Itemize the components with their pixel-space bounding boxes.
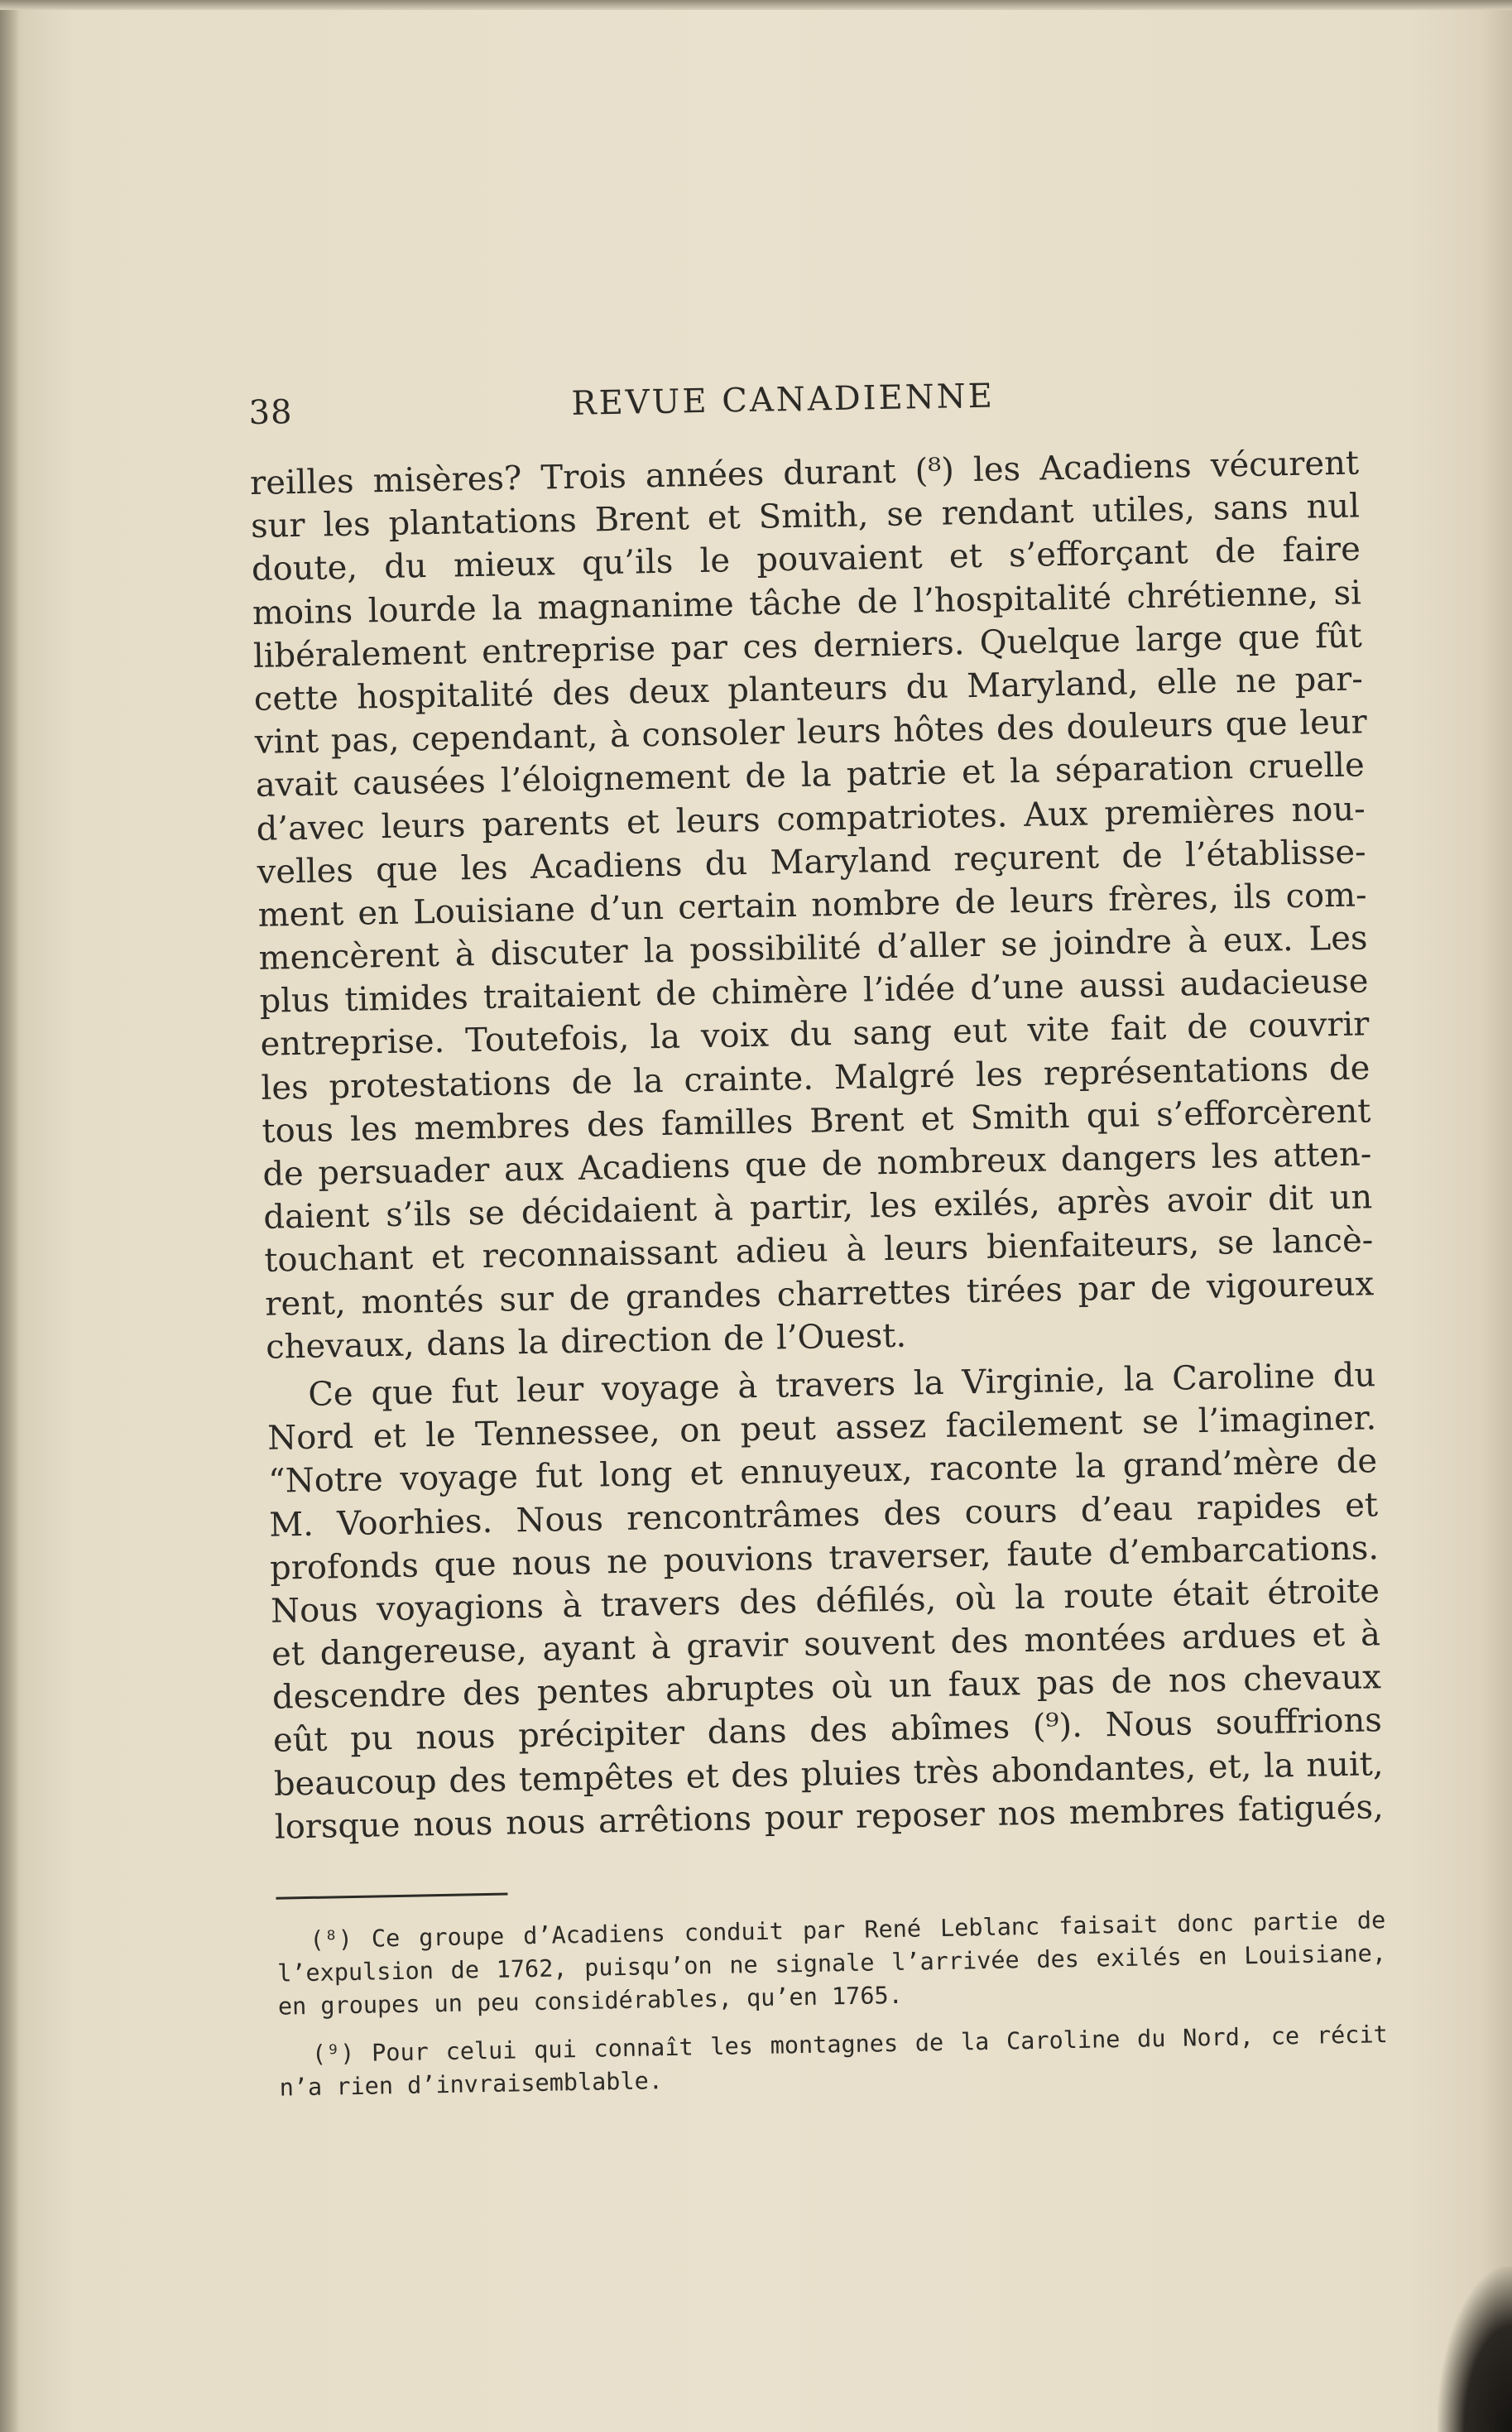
- text-line: descendre des pentes abruptes où un faux pas de nos chevaux: [271, 1658, 1382, 1717]
- text-line: “Notre voyage fut long et ennuyeux, raconte la grand’mère de: [267, 1442, 1378, 1502]
- book-spine-shadow: [0, 0, 18, 2432]
- text-line: reilles misères? Trois années durant (⁸) les Acadiens vécurent: [249, 444, 1360, 502]
- body-text: [250, 441, 1384, 1848]
- text-line: M. Voorhies. Nous rencontrâmes des cours d’eau rapides et: [268, 1485, 1379, 1545]
- text-line: d’avec leurs parents et leurs compatriotes. Aux premières nou-: [256, 789, 1366, 848]
- footnote-8: [276, 1904, 1387, 2024]
- text-line: Nous voyagions à travers des défilés, où la route était étroite: [270, 1572, 1380, 1631]
- footnote-line: n’a rien d’invraisemblable.: [279, 2067, 664, 2102]
- text-line: de persuader aux Acadiens que de nombreux dangers les atten-: [262, 1135, 1372, 1194]
- running-header: [248, 365, 1358, 444]
- text-line: chevaux, dans la direction de l’Ouest.: [265, 1316, 907, 1367]
- footnote-line: (⁸) Ce groupe d’Acadiens conduit par René Leblanc faisait donc partie de: [310, 1906, 1386, 1954]
- page-number: 38: [248, 393, 293, 432]
- footnote-line: (⁹) Pour celui qui connaît les montagnes de la Caroline du Nord, ce récit: [311, 2021, 1389, 2068]
- page-top-edge: [0, 0, 1512, 10]
- text-line: ment en Louisiane d’un certain nombre de leurs frères, ils com-: [257, 876, 1367, 935]
- text-line: moins lourde la magnanime tâche de l’hospitalité chrétienne, si: [252, 573, 1362, 632]
- page-corner-shadow: [1438, 2266, 1512, 2432]
- text-line: beaucoup des tempêtes et des pluies très abondantes, et, la nuit,: [273, 1744, 1384, 1804]
- text-line: doute, du mieux qu’ils le pouvaient et s’efforçant de faire: [251, 530, 1361, 589]
- text-line: libéralement entreprise par ces derniers. Quelque large que fût: [252, 617, 1363, 675]
- text-line: mencèrent à discuter la possibilité d’aller se joindre à eux. Les: [258, 919, 1368, 978]
- text-line: Nord et le Tennessee, on peut assez facilement se l’imaginer.: [266, 1399, 1377, 1458]
- text-line: entreprise. Toutefois, la voix du sang eut vite fait de couvrir: [260, 1005, 1370, 1065]
- text-line: eût pu nous précipiter dans des abîmes (⁹). Nous souffrions: [272, 1701, 1383, 1761]
- text-block: [248, 365, 1389, 2119]
- paragraph-1: [250, 441, 1375, 1368]
- footnote-line: en groupes un peu considérables, qu’en 1765.: [277, 1981, 904, 2021]
- text-line: sur les plantations Brent et Smith, se rendant utiles, sans nul: [250, 487, 1361, 546]
- text-line: velles que les Acadiens du Maryland reçurent de l’établisse-: [257, 833, 1366, 892]
- text-line: avait causées l’éloignement de la patrie et la séparation cruelle: [255, 746, 1366, 805]
- text-line: profonds que nous ne pouvions traverser, faute d’embarcations.: [269, 1528, 1380, 1588]
- text-line: touchant et reconnaissant adieu à leurs bienfaiteurs, se lancè-: [263, 1221, 1374, 1281]
- footnote-line: l’expulsion de 1762, puisqu’on ne signale l’arrivée des exilés en Louisiane,: [276, 1939, 1387, 1987]
- text-line: vint pas, cependant, à consoler leurs hôtes des douleurs que leur: [254, 703, 1368, 762]
- paragraph-2: [266, 1353, 1384, 1849]
- text-line: rent, montés sur de grandes charrettes tirées par de vigoureux: [264, 1264, 1375, 1324]
- text-line: tous les membres des familles Brent et Smith qui s’efforcèrent: [262, 1092, 1371, 1151]
- text-line: et dangereuse, ayant à gravir souvent des montées ardues et à: [271, 1615, 1381, 1674]
- footnote-9: [279, 2018, 1389, 2105]
- text-line: Ce que fut leur voyage à travers la Virginie, la Caroline du: [307, 1356, 1376, 1414]
- text-line: plus timides traitaient de chimère l’idée d’une aussi audacieuse: [259, 962, 1369, 1021]
- running-title: REVUE CANADIENNE: [571, 377, 996, 423]
- footnote-rule: [276, 1893, 507, 1900]
- text-line: cette hospitalité des deux planteurs du Maryland, elle ne par-: [253, 660, 1364, 719]
- text-line: daient s’ils se décidaient à partir, les exilés, après avoir dit un: [262, 1178, 1373, 1238]
- text-line: lorsque nous nous arrêtions pour reposer nos membres fatigués,: [274, 1787, 1385, 1847]
- text-line: les protestations de la crainte. Malgré les représentations de: [261, 1048, 1370, 1108]
